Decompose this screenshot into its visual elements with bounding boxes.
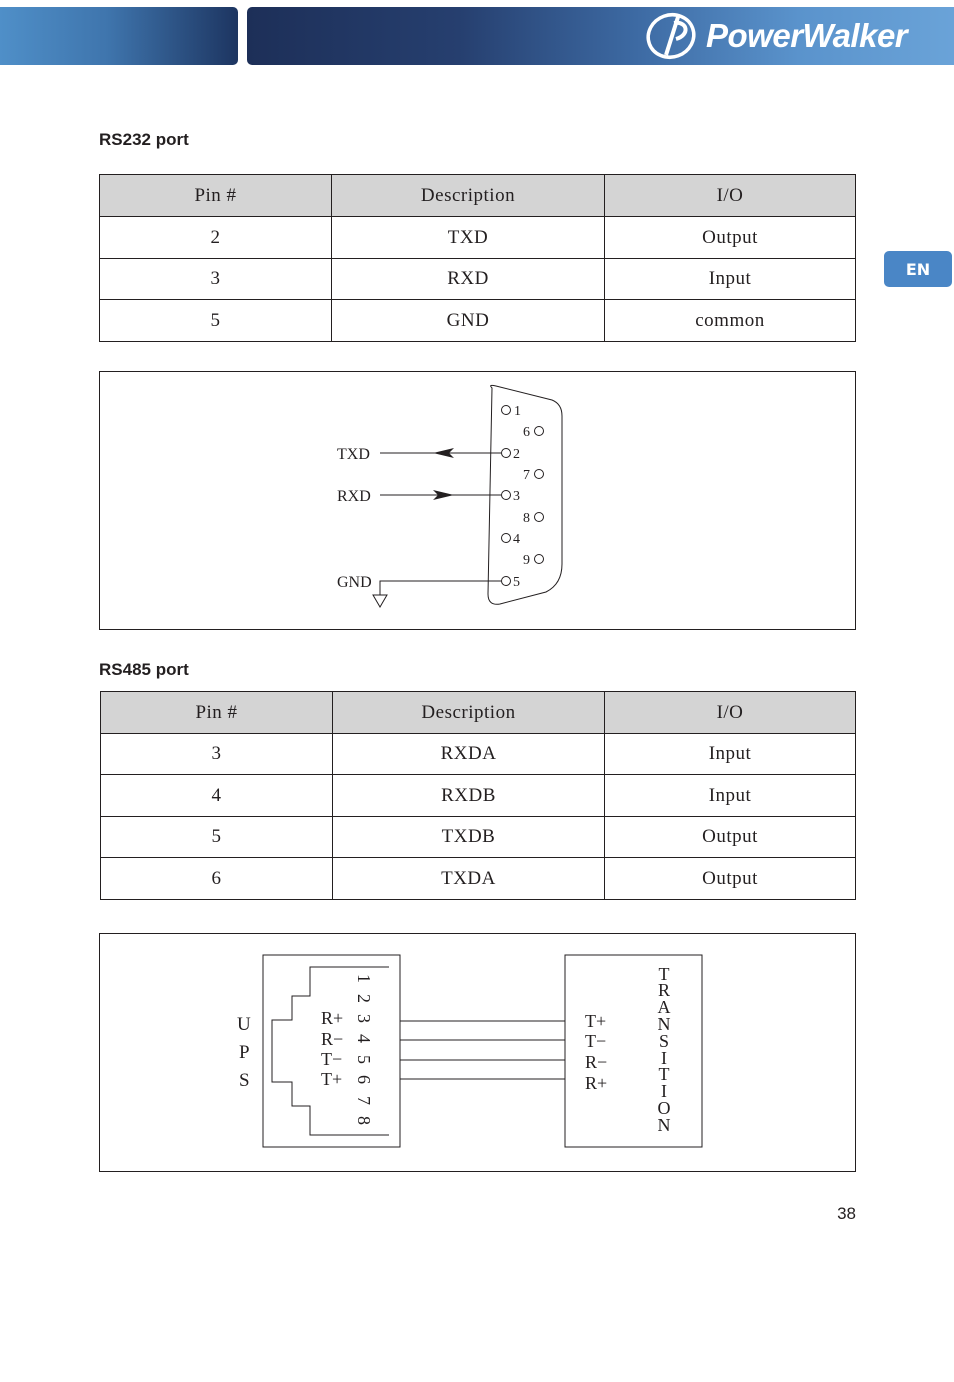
signal-label-gnd: GND xyxy=(337,574,372,591)
ups-label-letter: U xyxy=(237,1014,251,1035)
rs232-wiring-diagram xyxy=(99,371,856,630)
table-header-row xyxy=(101,692,856,734)
rj45-pin-number: 1 xyxy=(354,974,374,983)
table-cell: 5 xyxy=(101,817,333,858)
rj45-pin-number: 3 xyxy=(354,1014,374,1023)
table-cell: RXD xyxy=(332,259,605,300)
rs485-wiring-diagram xyxy=(99,933,856,1172)
ground-icon xyxy=(373,595,387,607)
ups-label-letter: S xyxy=(239,1070,250,1091)
pin-number: 3 xyxy=(513,489,520,504)
ups-signal-label: R+ xyxy=(321,1008,344,1028)
transition-label-letter: N xyxy=(657,1014,671,1034)
table-row xyxy=(101,775,856,817)
table-row xyxy=(100,217,856,259)
pin-number: 9 xyxy=(523,553,530,568)
table-cell: Input xyxy=(605,734,856,775)
transition-signal-label: R− xyxy=(585,1052,608,1072)
rj45-pin-number: 2 xyxy=(354,994,374,1003)
column-header: Description xyxy=(332,175,605,217)
table-cell: TXD xyxy=(332,217,605,259)
table-cell: 4 xyxy=(101,775,333,817)
rs232-title: RS232 port xyxy=(99,130,189,149)
transition-label-letter: R xyxy=(657,980,671,1000)
table-cell: 3 xyxy=(101,734,333,775)
column-header: Description xyxy=(333,692,605,734)
table-row xyxy=(101,817,856,858)
rj45-connection-diagram xyxy=(100,934,855,1171)
table-cell: 3 xyxy=(100,259,332,300)
table-cell: 5 xyxy=(100,300,332,342)
transition-label-letter: O xyxy=(657,1098,671,1118)
table-cell: GND xyxy=(332,300,605,342)
header-bar-left xyxy=(0,7,238,65)
table-cell: TXDA xyxy=(333,858,605,900)
brand-logo xyxy=(644,10,944,62)
rj45-pin-number: 4 xyxy=(354,1034,374,1043)
table-cell: Input xyxy=(605,259,856,300)
ups-signal-label: T− xyxy=(321,1049,343,1069)
transition-label-letter: I xyxy=(661,1081,667,1101)
rs485-pin-table xyxy=(100,691,856,900)
table-cell: RXDB xyxy=(333,775,605,817)
pin-number: 5 xyxy=(513,575,520,590)
rs232-pin-table xyxy=(99,174,856,342)
transition-signal-label: R+ xyxy=(585,1073,608,1093)
table-row xyxy=(101,734,856,775)
table-cell: Output xyxy=(605,817,856,858)
transition-label-letter: T xyxy=(658,964,670,984)
transition-label-letter: A xyxy=(657,997,671,1017)
transition-box xyxy=(565,955,702,1147)
transition-label-letter: I xyxy=(661,1048,667,1068)
transition-signal-label: T− xyxy=(585,1031,607,1051)
pin-number: 7 xyxy=(523,468,530,483)
column-header: Pin # xyxy=(101,692,333,734)
rj45-pin-number: 6 xyxy=(354,1075,374,1084)
ups-label-letter: P xyxy=(239,1042,250,1063)
rj45-pin-number: 8 xyxy=(354,1116,374,1125)
language-tab-en[interactable]: EN xyxy=(884,251,952,287)
column-header: I/O xyxy=(605,175,856,217)
pin-number: 8 xyxy=(523,511,530,526)
column-header: Pin # xyxy=(100,175,332,217)
table-cell: RXDA xyxy=(333,734,605,775)
table-cell: TXDB xyxy=(333,817,605,858)
table-cell: common xyxy=(605,300,856,342)
transition-signal-label: T+ xyxy=(585,1011,607,1031)
table-row xyxy=(100,259,856,300)
signal-label-rxd: RXD xyxy=(337,488,371,505)
pin-number: 2 xyxy=(513,447,520,462)
ups-signal-label: R− xyxy=(321,1029,344,1049)
table-row xyxy=(101,858,856,900)
transition-label-letter: T xyxy=(658,1064,670,1084)
brand-name: PowerWalker xyxy=(706,17,908,54)
rj45-pin-number: 7 xyxy=(354,1096,374,1105)
transition-label-letter: S xyxy=(658,1031,670,1051)
db9-connector-diagram xyxy=(100,372,855,629)
table-cell: Input xyxy=(605,775,856,817)
pin-number: 1 xyxy=(514,404,521,419)
table-cell: 6 xyxy=(101,858,333,900)
table-cell: Output xyxy=(605,217,856,259)
table-cell: Output xyxy=(605,858,856,900)
powerwalker-logo-icon xyxy=(644,11,700,61)
ups-signal-label: T+ xyxy=(321,1069,343,1089)
transition-label-letter: N xyxy=(657,1115,671,1135)
column-header: I/O xyxy=(605,692,856,734)
table-cell: 2 xyxy=(100,217,332,259)
table-row xyxy=(100,300,856,342)
pin-number: 4 xyxy=(513,532,520,547)
signal-label-txd: TXD xyxy=(337,446,370,463)
page-number: 38 xyxy=(837,1204,856,1223)
table-header-row xyxy=(100,175,856,217)
pin-number: 6 xyxy=(523,425,530,440)
rs485-title: RS485 port xyxy=(99,660,189,679)
rj45-pin-number: 5 xyxy=(354,1055,374,1064)
